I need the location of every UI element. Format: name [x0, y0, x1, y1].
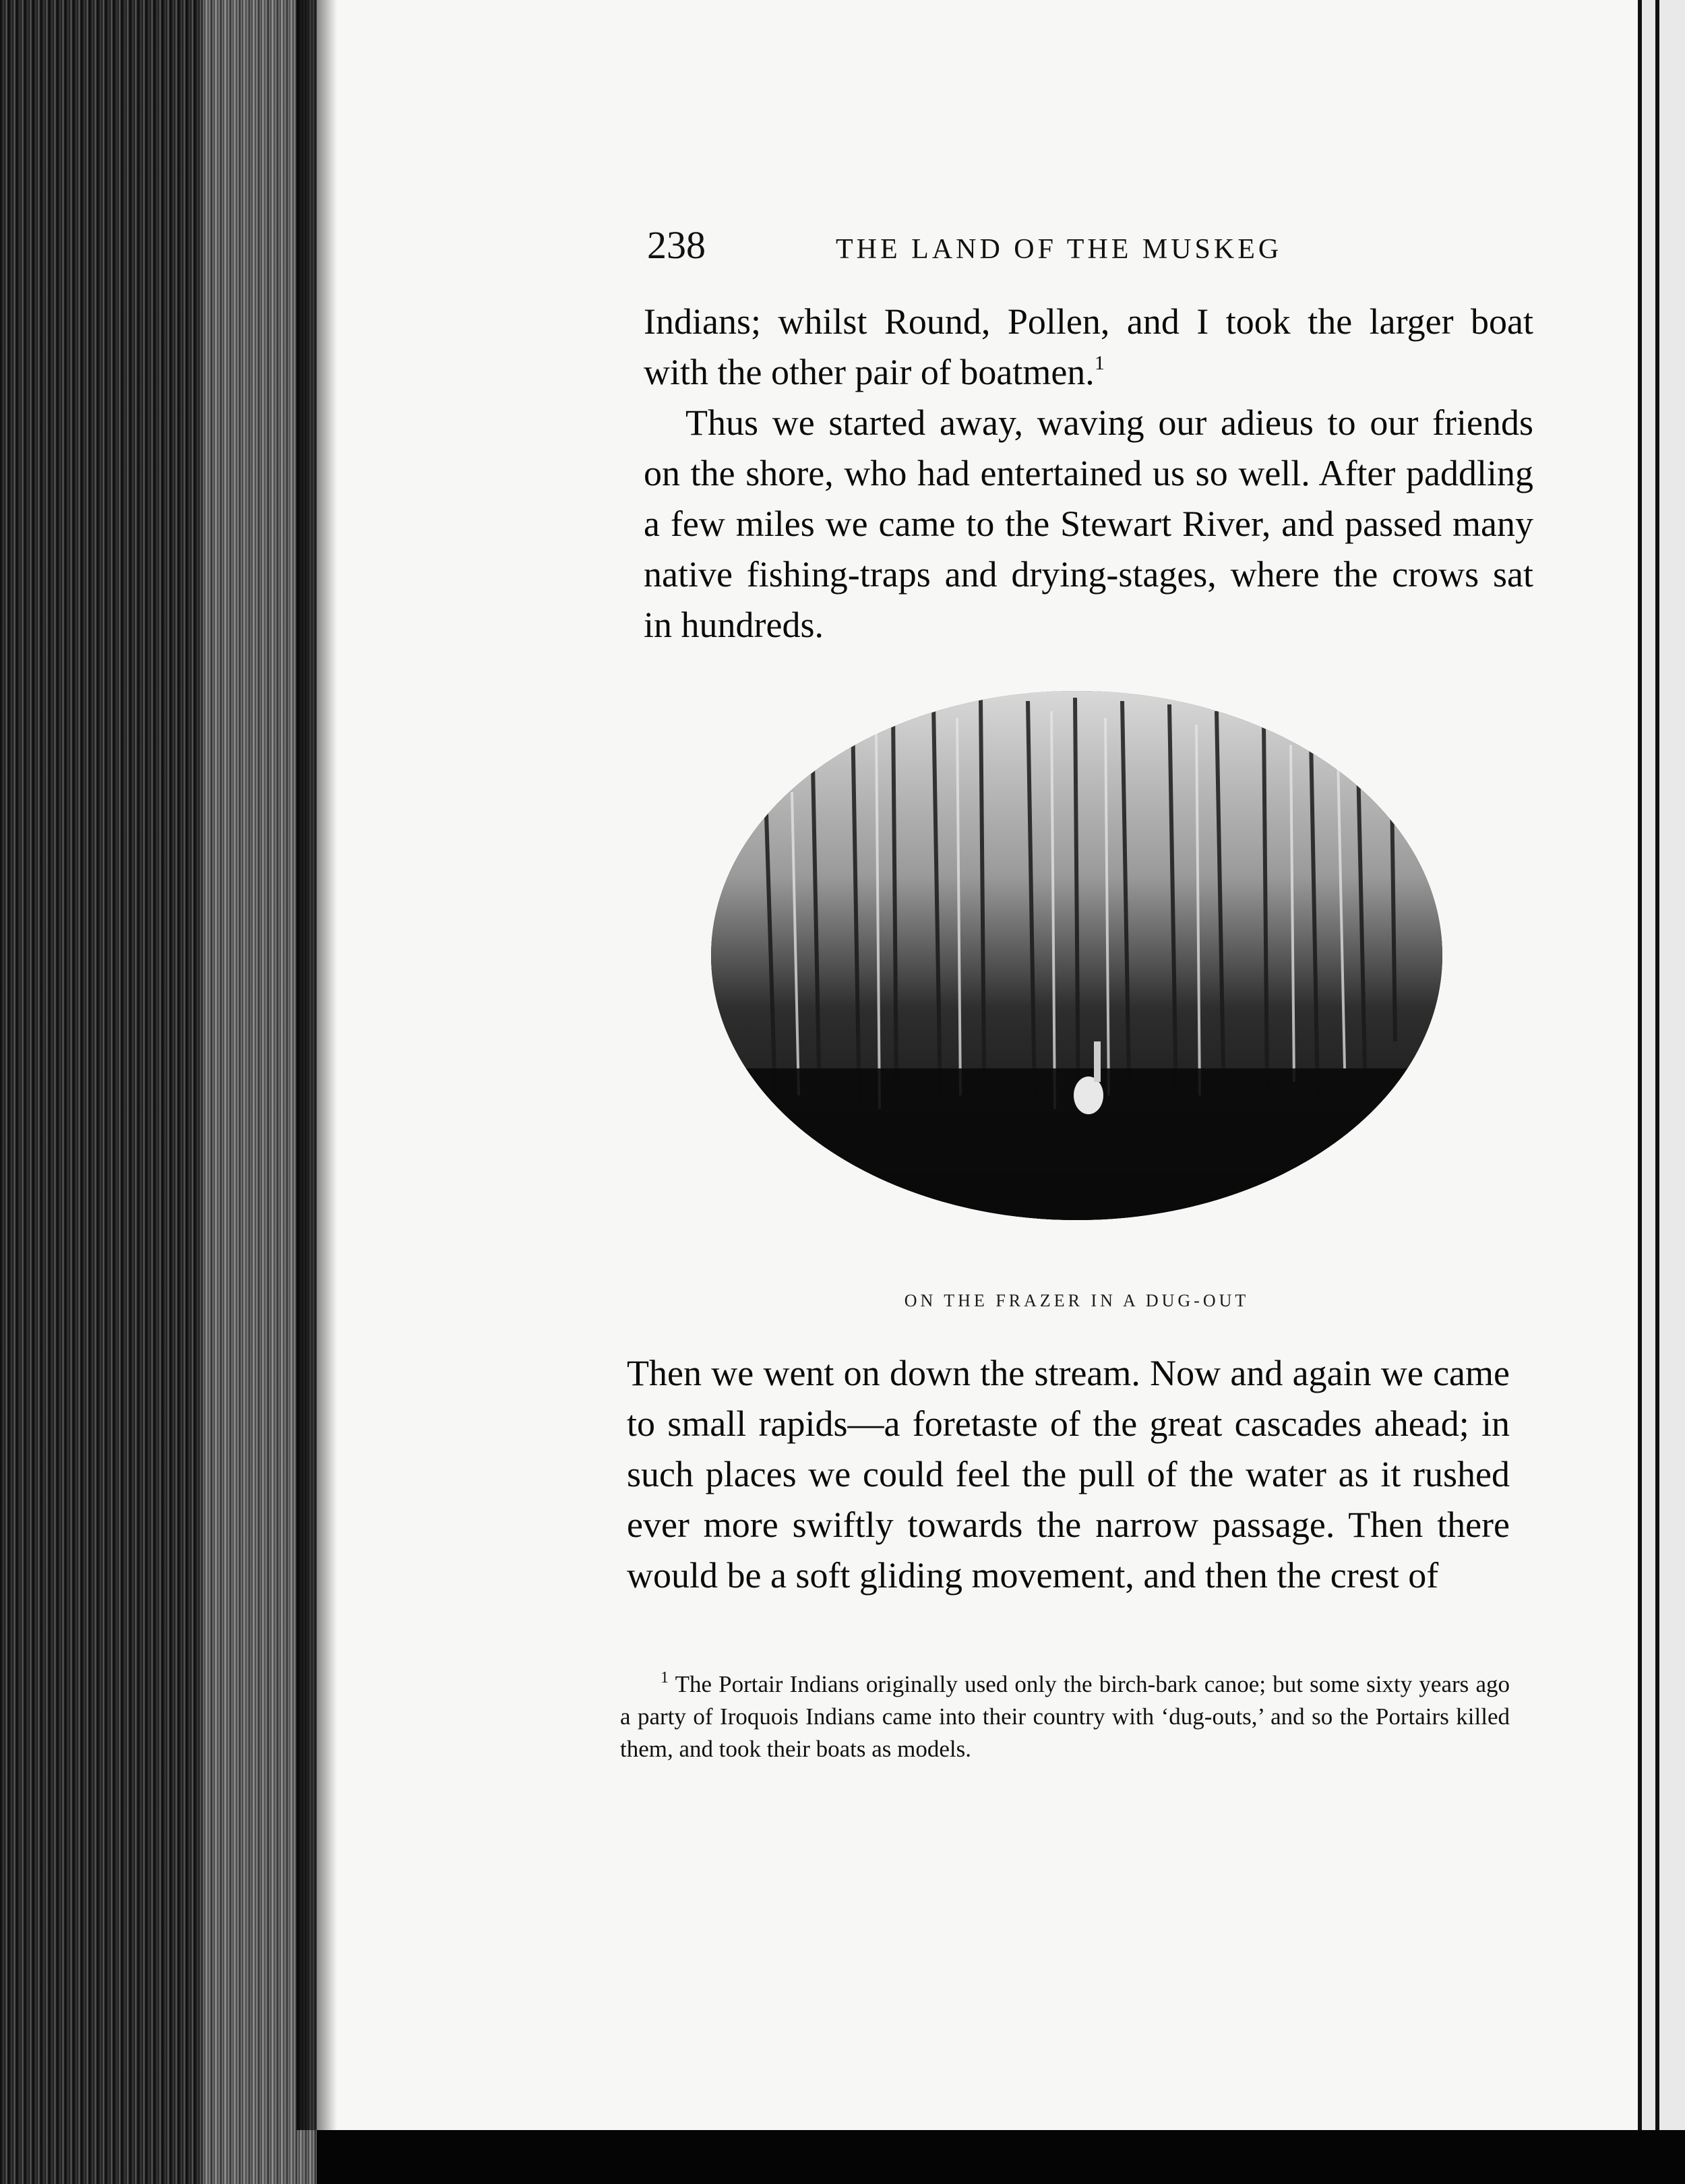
footnote-mark: 1	[661, 1669, 669, 1687]
illustration-caption: ON THE FRAZER IN A DUG-OUT	[904, 1291, 1250, 1310]
footnote-reference: 1	[1094, 352, 1105, 374]
paragraph-3: Then we went on down the stream. Now and again we came to small rapids—a foretaste of the great cascades ahead; in such places we could feel the pull of the water as it rushed ever more swiftly towards the narrow passage. Then there would be a soft gliding movement, and then the crest of	[627, 1353, 1510, 1596]
scan-border	[317, 2130, 1685, 2184]
footnote	[620, 1668, 1510, 1765]
text-block-top	[644, 297, 1533, 650]
paragraph-2: Thus we started away, waving our adieus to our friends on the shore, who had entertained us so well. After paddling a few miles we came to the Stewart River, and passed many native fishing-traps and drying-stages, where the crows sat in hundreds.	[644, 402, 1533, 645]
running-head	[647, 222, 1361, 276]
paragraph-1-text: Indians; whilst Round, Pollen, and I took the larger boat with the other pair of boatmen.	[644, 301, 1533, 392]
text-block-bottom	[627, 1348, 1510, 1601]
facing-page-edge	[1638, 0, 1685, 2184]
page-number: 238	[647, 223, 706, 267]
gutter-shadow	[297, 0, 337, 2130]
footnote-text: The Portair Indians originally used only the birch-bark canoe; but some sixty years ago a party of Iroquois Indians came into their country with ‘dug-outs,’ and so the Portairs killed them, and took their boats as models.	[620, 1671, 1510, 1762]
book-title: THE LAND OF THE MUSKEG	[836, 234, 1283, 265]
illustration-photo	[711, 691, 1442, 1220]
forest-river-image	[711, 691, 1442, 1220]
paragraph-1	[644, 297, 1533, 398]
